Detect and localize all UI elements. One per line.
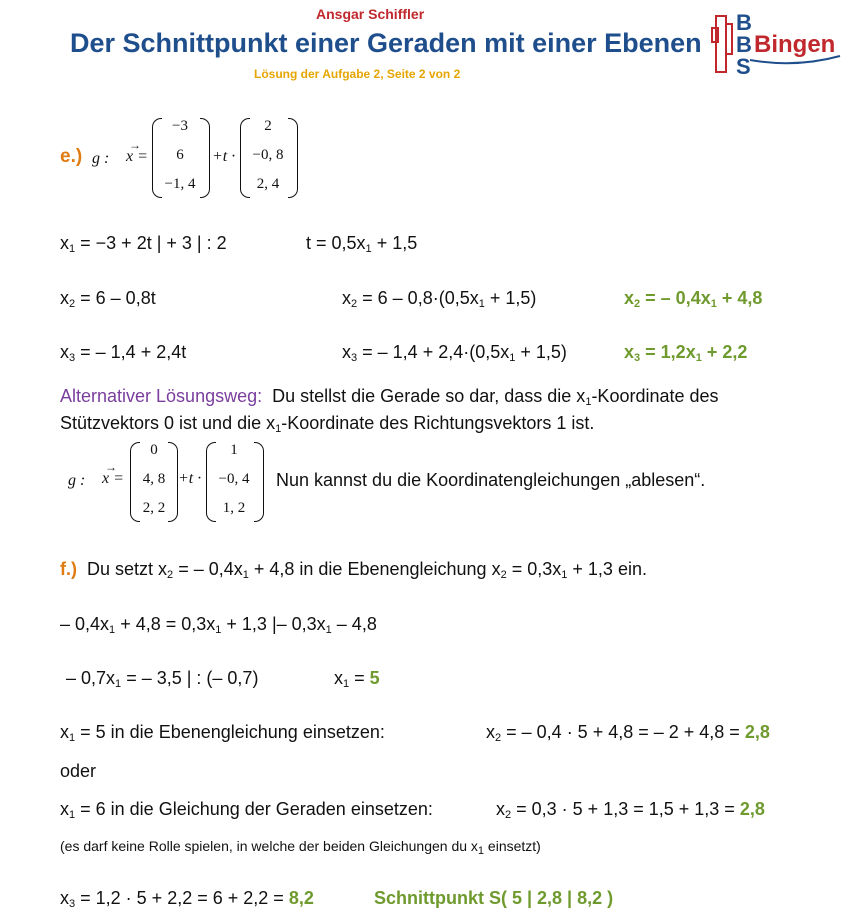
f-line-5: $x_1 = 6$ in die Gleichung der Geraden einsetzen: bbox=[60, 799, 433, 821]
logo-letter-b2: B bbox=[736, 32, 752, 57]
direction-e-2: −0, 8 bbox=[252, 147, 284, 163]
f-line-2: – $0,4x_1 + 4,8 = 0,3x_1 + 1,3$ |– $0,3x_1 - 4,8$ bbox=[60, 614, 377, 636]
support-e-2: 6 bbox=[176, 147, 184, 163]
direction-vector-right-paren bbox=[288, 118, 298, 198]
line-g-prefix: g : bbox=[92, 150, 110, 167]
eq3-mid: $x_3$ = – $1,4 + 2,4\cdot(0,5x_1 + 1,5)$ bbox=[342, 342, 567, 364]
alt-line-2: Stützvektors 0 ist und die $x_1$-Koordinate des Richtungsvektors 1 ist. bbox=[60, 413, 595, 435]
vector-x-symbol: x = bbox=[126, 148, 148, 165]
page-subtitle: Lösung der Aufgabe 2, Seite 2 von 2 bbox=[254, 67, 461, 81]
alt-label: Alternativer Lösungsweg: bbox=[60, 386, 263, 406]
alt-direction-1: 1 bbox=[230, 442, 238, 458]
alt-support-3: 2, 2 bbox=[142, 500, 166, 516]
vector-x-label: x bbox=[126, 148, 134, 165]
intersection-point-result: Schnittpunkt S( 5 | 2,8 | 8,2 ) bbox=[374, 888, 614, 908]
support-e-1: −3 bbox=[172, 118, 188, 134]
x2-value-1: 2,8 bbox=[744, 722, 770, 742]
eq3-left: $x_3$ = – 1,4 + 2,4t bbox=[60, 342, 187, 364]
logo-letter-b1: B bbox=[736, 10, 752, 35]
eq1-left: $x_1 = -3 + 2t$ | + 3 | : 2 bbox=[60, 233, 227, 255]
f-line-4: $x_1 = 5$ in die Ebenengleichung einsetzen: bbox=[60, 722, 385, 744]
support-vector-right-paren bbox=[200, 118, 210, 198]
alt-line-g-prefix: g : bbox=[68, 472, 86, 489]
f-line-3: – $0,7x_1$ = – 3,5 | : (– 0,7) bbox=[66, 668, 259, 690]
alt-vector-arrow-icon: → bbox=[105, 460, 117, 474]
f-line-3-result: $x_1 = 5$ bbox=[334, 668, 380, 690]
bbs-bingen-logo bbox=[706, 6, 846, 78]
x1-value: 5 bbox=[369, 668, 380, 688]
note-text: (es darf keine Rolle spielen, in welche der beiden Gleichungen du $x_1$ einsetzt) bbox=[60, 838, 541, 857]
f-line-5-calc: $x_2 = 0,3 \cdot 5 + 1,3 = 1,5 + 1,3 = 2,8$ bbox=[496, 799, 765, 821]
page-title: Der Schnittpunkt einer Geraden mit einer Ebenen bbox=[70, 28, 702, 58]
part-e-label: e.) bbox=[60, 146, 83, 167]
alt-direction-3: 1, 2 bbox=[222, 500, 246, 516]
eq2-mid: $x_2 = 6 - 0,8\cdot(0,5x_1 + 1,5)$ bbox=[342, 288, 537, 310]
part-f-label: f.) bbox=[60, 559, 77, 579]
alt-plus-t: +t · bbox=[178, 470, 202, 487]
alt-vector-x-symbol: x = bbox=[102, 470, 124, 487]
alt-support-right-paren bbox=[168, 442, 178, 522]
eq3-result: $x_3 = 1,2x_1 + 2,2$ bbox=[624, 342, 748, 364]
eq1-right: $t = 0,5x_1 + 1,5$ bbox=[306, 233, 418, 255]
f-line-4-calc: $x_2$ = – 0,4 · 5 + 4,8 = – 2 + 4,8 = 2,8 bbox=[486, 722, 770, 744]
alt-direction-right-paren bbox=[254, 442, 264, 522]
author-name: Ansgar Schiffler bbox=[316, 6, 425, 22]
logo-text: Bingen bbox=[754, 31, 836, 58]
direction-e-1: 2 bbox=[264, 118, 272, 134]
eq2-left: $x_2 = 6 - 0,8t$ bbox=[60, 288, 156, 310]
alt-support-1: 0 bbox=[150, 442, 158, 458]
oder-text: oder bbox=[60, 761, 97, 781]
alt-support-2: 4, 8 bbox=[142, 471, 166, 487]
plus-t: +t · bbox=[212, 148, 236, 165]
x3-value: 8,2 bbox=[288, 888, 314, 908]
f-line-6: $x_3 = 1,2 \cdot 5 + 2,2 = 6 + 2,2 = 8,2$ bbox=[60, 888, 314, 910]
logo-graphic bbox=[706, 6, 846, 78]
support-e-3: −1, 4 bbox=[164, 176, 196, 192]
alt-line-1: Alternativer Lösungsweg: Du stellst die Gerade so dar, dass die $x_1$-Koordinate des bbox=[60, 386, 719, 408]
eq2-result: $x_2$ = – $0,4x_1 + 4,8$ bbox=[624, 288, 763, 310]
x2-value-2: 2,8 bbox=[739, 799, 765, 819]
logo-letter-s: S bbox=[736, 54, 751, 78]
alt-direction-2: −0, 4 bbox=[218, 471, 250, 487]
alt-read-text: Nun kannst du die Koordinatengleichungen „ablesen“. bbox=[276, 470, 706, 490]
direction-e-3: 2, 4 bbox=[256, 176, 280, 192]
f-line-1: f.) Du setzt $x_2$ = – $0,4x_1 + 4,8$ in die Ebenengleichung $x_2 = 0,3x_1 + 1,3$ ein. bbox=[60, 559, 647, 581]
vector-arrow-icon: → bbox=[129, 138, 141, 152]
